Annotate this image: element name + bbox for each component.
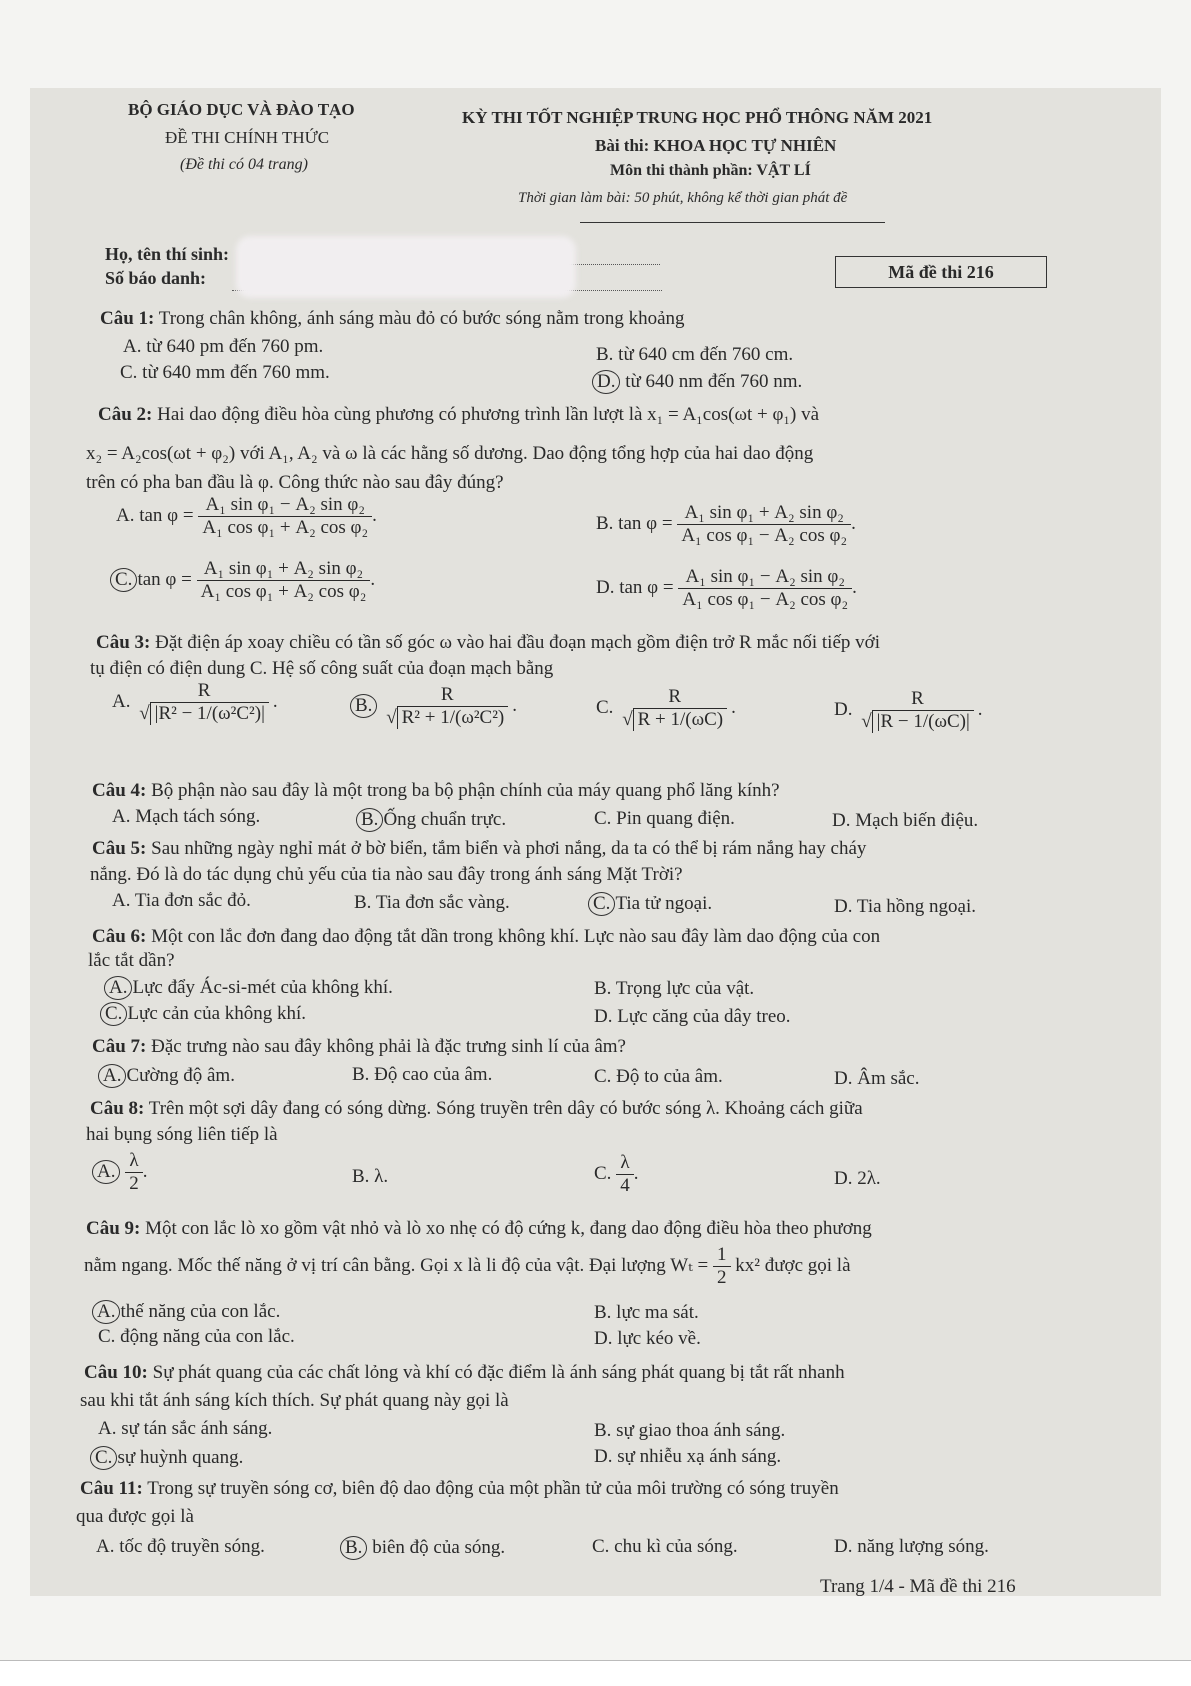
q3-d-num: R	[911, 688, 924, 709]
question-1	[100, 308, 685, 330]
q2-option-d: D. tan φ = $\frac{\text{A₁ sin φ₁ − A₂ sin φ₂}}{\text{A₁ cos φ₁ − A₂ cos φ₂}}$ .	[596, 566, 857, 610]
q4-option-a: A. Mạch tách sóng.	[112, 806, 261, 827]
q8-option-a: A. $\frac{\lambda}{2}$ .	[98, 1150, 147, 1195]
q2-d-prefix: D. tan φ =	[596, 576, 674, 598]
q3-a-den-wrap: √ |R² − 1/(ω²C²)|	[135, 702, 273, 725]
page-footer: Trang 1/4 - Mã đề thi 216	[820, 1576, 1016, 1597]
q3-a-fraction	[135, 680, 273, 725]
official-label: ĐỀ THI CHÍNH THỨC	[165, 128, 330, 147]
q8-c-fraction	[616, 1152, 634, 1197]
question-2-line-3: trên có pha ban đầu là φ. Công thức nào sau đây đúng?	[86, 472, 504, 493]
q6-text1: Một con lắc đơn đang dao động tắt dần trong không khí. Lực nào sau đây làm dao động của con	[151, 926, 881, 947]
q5-option-a: A. Tia đơn sắc đỏ.	[112, 890, 251, 911]
q3-b-fraction	[382, 684, 512, 729]
ministry-name: BỘ GIÁO DỤC VÀ ĐÀO TẠO	[128, 100, 355, 119]
q1-label: Câu 1:	[100, 308, 155, 329]
q6-circled-a: A.	[104, 976, 132, 1000]
q5-circled-answer: C.	[588, 892, 615, 916]
q2-a-prefix: A. tan φ =	[116, 504, 194, 526]
q6-option-a-text: Lực đẩy Ác-si-mét của không khí.	[132, 977, 393, 998]
q9-option-a-text: thế năng của con lắc.	[120, 1301, 281, 1322]
q2-circled-answer: C.	[110, 568, 137, 592]
q11-option-a: A. tốc độ truyền sóng.	[96, 1536, 265, 1557]
q7-circled-answer: A.	[98, 1064, 126, 1088]
q9-label: Câu 9:	[86, 1218, 141, 1239]
q3-c-fraction	[618, 686, 731, 731]
q3-option-a: A. R √ |R² − 1/(ω²C²)| .	[112, 680, 278, 724]
q4-text: Bộ phận nào sau đây là một trong ba bộ phận chính của máy quang phổ lăng kính?	[151, 780, 780, 801]
q5-label: Câu 5:	[92, 838, 147, 859]
q6-option-b: B. Trọng lực của vật.	[594, 978, 755, 999]
q11-option-c: C. chu kì của sóng.	[592, 1536, 738, 1557]
q8-a-fraction	[125, 1150, 143, 1195]
q7-option-a-text: Cường độ âm.	[126, 1065, 235, 1086]
q11-text1: Trong sự truyền sóng cơ, biên độ dao động của một phần tử của môi trường có sóng truyền	[147, 1478, 839, 1499]
q1-option-b: B. từ 640 cm đến 760 cm.	[596, 344, 794, 365]
question-3-line-2: tụ điện có điện dung C. Hệ số công suất của đoạn mạch bằng	[90, 658, 554, 679]
q2-option-c: C. tan φ = $\frac{\text{A₁ sin φ₁ + A₂ sin φ₂}}{\text{A₁ cos φ₁ + A₂ cos φ₂}}$ .	[116, 558, 375, 603]
q2-text1: Hai dao động điều hòa cùng phương có phương trình lần lượt là x₁ = A₁cos(ωt + φ₁) và	[157, 404, 820, 425]
q2-d-fraction	[678, 566, 852, 611]
q4-option-b-text: Ống chuẩn trực.	[383, 809, 507, 830]
question-6-line-2: lắc tắt dần?	[88, 950, 175, 971]
q2-c-den: A₁ cos φ₁ + A₂ cos φ₂	[200, 581, 367, 602]
q10-option-c-text: sự huỳnh quang.	[117, 1447, 244, 1468]
q2-option-b: B. tan φ = $\frac{\text{A₁ sin φ₁ + A₂ sin φ₂}}{\text{A₁ cos φ₁ − A₂ cos φ₂}}$ .	[596, 502, 856, 546]
q2-c-num: A₁ sin φ₁ + A₂ sin φ₂	[197, 558, 371, 581]
q8-a-den: 2	[129, 1173, 139, 1194]
q2-d-den: A₁ cos φ₁ − A₂ cos φ₂	[682, 589, 849, 610]
q2-b-num: A₁ sin φ₁ + A₂ sin φ₂	[677, 502, 851, 525]
pages-note: (Đề thi có 04 trang)	[180, 156, 308, 173]
q3-c-num: R	[668, 686, 681, 707]
q5-option-c	[594, 892, 712, 916]
q9-text2b: kx² được gọi là	[735, 1254, 851, 1276]
q7-option-a	[104, 1064, 235, 1088]
q6-option-c	[106, 1002, 306, 1026]
q1-option-a: A. từ 640 pm đến 760 pm.	[123, 336, 324, 357]
q6-label: Câu 6:	[92, 926, 147, 947]
q8-c-num: λ	[616, 1152, 634, 1175]
q3-option-b: B. R √ R² + 1/(ω²C²) .	[356, 684, 517, 729]
q7-option-d: D. Âm sắc.	[834, 1068, 920, 1089]
q10-circled-answer: C.	[90, 1446, 117, 1470]
question-5-line-2: nắng. Đó là do tác dụng chủ yếu của tia nào sau đây trong ánh sáng Mặt Trời?	[90, 864, 683, 885]
q2-a-den: A₁ cos φ₁ + A₂ cos φ₂	[202, 517, 369, 538]
q2-b-fraction	[677, 502, 851, 547]
q9-half-fraction	[713, 1244, 731, 1289]
name-label: Họ, tên thí sinh:	[105, 244, 230, 264]
q2-label: Câu 2:	[98, 404, 153, 425]
q9-circled-answer: A.	[92, 1300, 120, 1324]
q9-half-den: 2	[717, 1267, 727, 1288]
q11-circled-answer: B.	[340, 1536, 367, 1560]
q3-d-den: |R − 1/(ωC)|	[872, 710, 974, 733]
q2-b-den: A₁ cos φ₁ − A₂ cos φ₂	[681, 525, 848, 546]
id-label: Số báo danh:	[105, 268, 207, 288]
bottom-strip	[0, 1660, 1191, 1686]
q11-option-b-text: biên độ của sóng.	[372, 1537, 506, 1558]
q3-b-den-wrap: √ R² + 1/(ω²C²)	[382, 706, 512, 729]
q6-circled-c: C.	[100, 1002, 127, 1026]
question-9-line-1	[86, 1218, 872, 1240]
q9-half-num: 1	[713, 1244, 731, 1267]
q8-circled-answer: A.	[92, 1160, 120, 1184]
q2-d-num: A₁ sin φ₁ − A₂ sin φ₂	[678, 566, 852, 589]
subject-name: Môn thi thành phần: VẬT LÍ	[610, 162, 811, 179]
q8-c-letter: C.	[594, 1162, 612, 1184]
q8-option-b: B. λ.	[352, 1166, 389, 1187]
q3-d-den-wrap: √ |R − 1/(ωC)|	[857, 710, 978, 733]
question-4	[92, 780, 780, 802]
q3-text1: Đặt điện áp xoay chiều có tần số góc ω vào hai đầu đoạn mạch gồm điện trở R mắc nối tiếp với	[155, 632, 880, 653]
redacted-area	[236, 236, 576, 298]
q5-option-c-text: Tia tử ngoại.	[615, 893, 713, 914]
q3-option-d: D. R √ |R − 1/(ωC)| .	[834, 688, 983, 732]
q4-circled-answer: B.	[356, 808, 383, 832]
q3-b-num: R	[440, 684, 454, 705]
q9-option-a	[98, 1300, 280, 1324]
q8-option-c: C. $\frac{\lambda}{4}$ .	[594, 1152, 639, 1196]
q2-a-num: A₁ sin φ₁ − A₂ sin φ₂	[198, 494, 372, 517]
q1-text: Trong chân không, ánh sáng màu đỏ có bước sóng nằm trong khoảng	[158, 308, 685, 329]
q4-option-d: D. Mạch biến điệu.	[832, 810, 979, 831]
q1-circled-answer: D.	[592, 370, 620, 394]
q6-option-a	[110, 976, 393, 1000]
q3-label: Câu 3:	[96, 632, 151, 653]
q8-c-den: 4	[620, 1175, 630, 1196]
q2-option-a: A. tan φ = $\frac{\text{A₁ sin φ₁ − A₂ sin φ₂}}{\text{A₁ cos φ₁ + A₂ cos φ₂}}$ .	[116, 494, 377, 538]
exam-time: Thời gian làm bài: 50 phút, không kể thời gian phát đề	[518, 190, 848, 206]
q2-b-prefix: B. tan φ =	[596, 512, 673, 534]
q11-option-d: D. năng lượng sóng.	[834, 1536, 989, 1557]
q4-label: Câu 4:	[92, 780, 147, 801]
q7-label: Câu 7:	[92, 1036, 147, 1057]
question-10-line-1	[84, 1362, 845, 1384]
question-11-line-2: qua được gọi là	[76, 1506, 194, 1527]
q10-option-c	[96, 1446, 243, 1470]
q8-text1: Trên một sợi dây đang có sóng dừng. Sóng truyền trên dây có bước sóng λ. Khoảng cách giữa	[148, 1098, 863, 1119]
q5-option-b: B. Tia đơn sắc vàng.	[354, 892, 510, 913]
q11-label: Câu 11:	[80, 1478, 143, 1499]
q8-a-num: λ	[125, 1150, 143, 1173]
q6-option-d: D. Lực căng của dây treo.	[594, 1006, 791, 1027]
question-2-line-2: x₂ = A₂cos(ωt + φ₂) với A₁, A₂ và ω là các hằng số dương. Dao động tổng hợp của hai dao động	[86, 443, 814, 464]
question-8-line-1	[90, 1098, 863, 1120]
q3-a-letter: A.	[112, 690, 131, 712]
q3-a-den: |R² − 1/(ω²C²)|	[150, 702, 269, 725]
q3-a-num: R	[197, 680, 211, 701]
question-7	[92, 1036, 626, 1058]
q7-option-c: C. Độ to của âm.	[594, 1066, 723, 1087]
q3-b-den: R² + 1/(ω²C²)	[397, 706, 509, 729]
q8-option-d: D. 2λ.	[834, 1168, 881, 1189]
q4-option-b	[362, 808, 506, 832]
q6-option-c-text: Lực cản của không khí.	[127, 1003, 307, 1024]
question-3-line-1	[96, 632, 880, 654]
q3-circled-answer: B.	[350, 694, 377, 718]
question-10-line-2: sau khi tắt ánh sáng kích thích. Sự phát quang này gọi là	[80, 1390, 509, 1411]
q3-d-fraction	[857, 688, 978, 733]
q10-option-b: B. sự giao thoa ánh sáng.	[594, 1420, 786, 1441]
question-11-line-1	[80, 1478, 839, 1500]
q8-label: Câu 8:	[90, 1098, 145, 1119]
q9-option-b: B. lực ma sát.	[594, 1302, 699, 1323]
q11-option-b	[346, 1536, 505, 1560]
q3-c-letter: C.	[596, 696, 614, 718]
q3-c-den: R + 1/(ωC)	[633, 708, 728, 731]
q1-option-d	[598, 370, 802, 394]
exam-code-box: Mã đề thi 216	[835, 256, 1047, 288]
q4-option-c: C. Pin quang điện.	[594, 808, 735, 829]
q2-c-prefix: tan φ =	[137, 568, 192, 590]
q9-option-c: C. động năng của con lắc.	[98, 1326, 295, 1347]
q3-c-den-wrap: √ R + 1/(ωC)	[618, 708, 731, 731]
q10-label: Câu 10:	[84, 1362, 148, 1383]
question-5-line-1	[92, 838, 866, 860]
q10-option-a: A. sự tán sắc ánh sáng.	[98, 1418, 273, 1439]
q1-option-c: C. từ 640 mm đến 760 mm.	[120, 362, 330, 383]
q2-a-fraction	[198, 494, 372, 539]
header-divider	[580, 222, 885, 223]
q1-option-d-text: từ 640 nm đến 760 nm.	[625, 371, 803, 392]
q7-text: Đặc trưng nào sau đây không phải là đặc trưng sinh lí của âm?	[151, 1036, 626, 1057]
subject-group: Bài thi: KHOA HỌC TỰ NHIÊN	[595, 136, 837, 155]
q3-option-c: C. R √ R + 1/(ωC) .	[596, 686, 736, 730]
q7-option-b: B. Độ cao của âm.	[352, 1064, 493, 1085]
q10-option-d: D. sự nhiễu xạ ánh sáng.	[594, 1446, 782, 1467]
q5-text1: Sau những ngày nghỉ mát ở bờ biển, tắm biển và phơi nắng, da ta có thể bị rám nắng hay cháy	[151, 838, 867, 859]
q3-d-letter: D.	[834, 698, 853, 720]
question-9-line-2	[84, 1244, 851, 1289]
exam-title: KỲ THI TỐT NGHIỆP TRUNG HỌC PHỔ THÔNG NĂM 2021	[462, 108, 933, 127]
q9-text2a: nằm ngang. Mốc thế năng ở vị trí cân bằng. Gọi x là li độ của vật. Đại lượng Wₜ =	[84, 1254, 709, 1276]
q9-option-d: D. lực kéo về.	[594, 1328, 701, 1349]
q2-c-fraction	[197, 558, 371, 603]
question-8-line-2: hai bụng sóng liên tiếp là	[86, 1124, 278, 1145]
question-2-line-1	[98, 404, 819, 426]
q10-text1: Sự phát quang của các chất lỏng và khí có đặc điểm là ánh sáng phát quang bị tắt rất nhanh	[152, 1362, 845, 1383]
q5-option-d: D. Tia hồng ngoại.	[834, 896, 976, 917]
q9-text1: Một con lắc lò xo gồm vật nhỏ và lò xo nhẹ có độ cứng k, đang dao động điều hòa theo phương	[145, 1218, 872, 1239]
question-6-line-1	[92, 926, 880, 948]
